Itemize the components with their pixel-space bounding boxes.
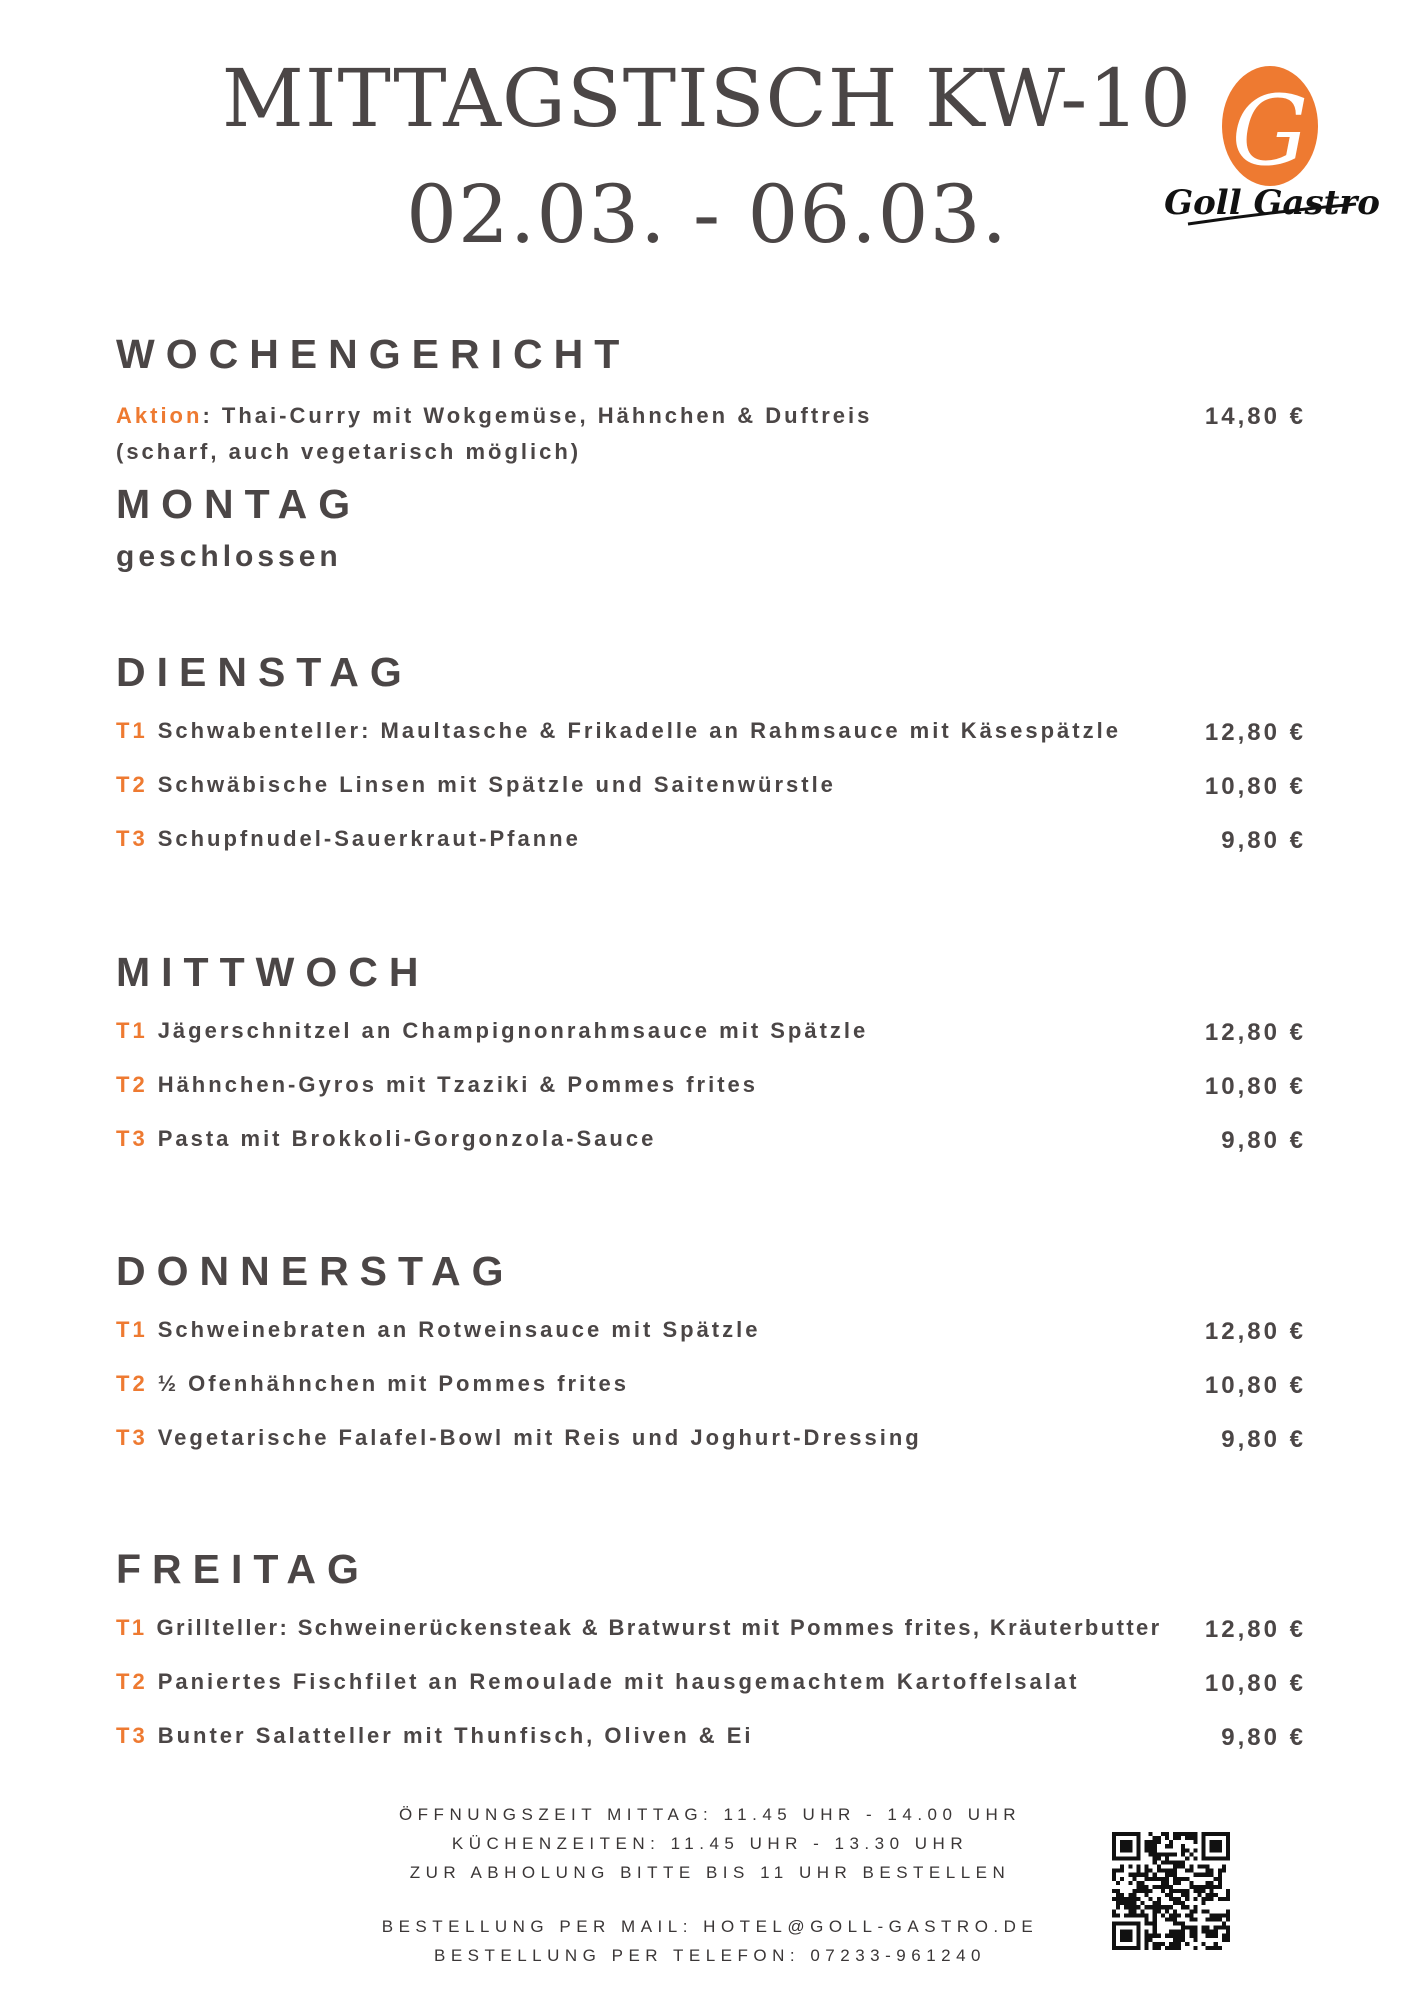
pickup-note: ZUR ABHOLUNG BITTE BIS 11 UHR BESTELLEN — [409, 1863, 1011, 1882]
day-section-donnerstag — [116, 1247, 1306, 1475]
item-name: Hähnchen-Gyros mit Tzaziki & Pommes frites — [157, 1072, 759, 1097]
menu-item-row — [116, 1068, 1306, 1122]
opening-hours-block — [320, 1800, 1100, 1887]
item-price: 9,80 € — [1221, 1426, 1306, 1453]
goll-gastro-logo — [1164, 64, 1380, 254]
day-heading: MITTWOCH — [116, 949, 430, 995]
day-heading: FREITAG — [116, 1546, 370, 1592]
logo-letter: G — [1231, 75, 1309, 187]
item-code: T3 — [116, 1126, 148, 1151]
item-name: Schwabenteller: Maultasche & Frikadelle an Rahmsauce mit Käsespätzle — [157, 718, 1121, 743]
monday-heading: MONTAG — [116, 481, 362, 527]
item-price: 10,80 € — [1204, 773, 1306, 800]
day-section-mittwoch — [116, 948, 1306, 1176]
menu-item-row — [116, 1421, 1306, 1475]
weekly-heading: WOCHENGERICHT — [116, 331, 631, 377]
page-title: MITTAGSTISCH KW-10 — [221, 52, 1193, 145]
order-mail: BESTELLUNG PER MAIL: HOTEL@GOLL-GASTRO.DE — [381, 1917, 1039, 1936]
menu-item-row — [116, 1367, 1306, 1421]
item-name: Paniertes Fischfilet an Remoulade mit hausgemachtem Kartoffelsalat — [157, 1669, 1080, 1694]
weekly-item — [116, 398, 976, 470]
menu-item-row — [116, 768, 1306, 822]
item-name: Schwäbische Linsen mit Spätzle und Saitenwürstle — [157, 772, 836, 797]
date-range: 02.03. - 06.03. — [406, 168, 1008, 261]
item-price: 9,80 € — [1221, 1724, 1306, 1751]
qr-code-icon[interactable] — [1112, 1832, 1230, 1950]
weekly-price: 14,80 € — [1204, 403, 1306, 430]
item-code: T2 — [116, 1669, 148, 1694]
opening-hours: ÖFFNUNGSZEIT MITTAG: 11.45 UHR - 14.00 UHR — [398, 1805, 1022, 1824]
item-code: T2 — [116, 1371, 148, 1396]
menu-item-row — [116, 1665, 1306, 1719]
monday-section — [116, 480, 1306, 574]
item-code: T3 — [116, 1425, 148, 1450]
kitchen-hours: KÜCHENZEITEN: 11.45 UHR - 13.30 UHR — [451, 1834, 969, 1853]
day-heading: DONNERSTAG — [116, 1248, 515, 1294]
item-name: Bunter Salatteller mit Thunfisch, Oliven & Ei — [157, 1723, 754, 1748]
weekly-text: : Thai-Curry mit Wokgemüse, Hähnchen & Duftreis (scharf, auch vegetarisch möglich) — [116, 403, 873, 464]
item-price: 9,80 € — [1221, 1127, 1306, 1154]
item-code: T2 — [116, 772, 148, 797]
item-code: T3 — [116, 826, 148, 851]
item-name: Vegetarische Falafel-Bowl mit Reis und Joghurt-Dressing — [157, 1425, 922, 1450]
item-name: Grillteller: Schweinerückensteak & Bratwurst mit Pommes frites, Kräuterbutter — [156, 1615, 1162, 1640]
menu-item-row — [116, 1014, 1306, 1068]
item-name: ½ Ofenhähnchen mit Pommes frites — [157, 1371, 629, 1396]
order-phone: BESTELLUNG PER TELEFON: 07233-961240 — [433, 1946, 987, 1965]
logo-wordmark: Goll Gastro — [1164, 183, 1380, 223]
item-price: 10,80 € — [1204, 1372, 1306, 1399]
menu-item-row — [116, 1122, 1306, 1176]
item-code: T1 — [116, 1615, 147, 1640]
day-section-freitag — [116, 1545, 1306, 1773]
menu-item-row — [116, 1719, 1306, 1773]
item-code: T2 — [116, 1072, 148, 1097]
weekly-label: Aktion — [116, 403, 203, 428]
item-name: Schweinebraten an Rotweinsauce mit Spätzle — [157, 1317, 761, 1342]
item-code: T1 — [116, 1317, 148, 1342]
menu-item-row — [116, 714, 1306, 768]
item-name: Pasta mit Brokkoli-Gorgonzola-Sauce — [157, 1126, 657, 1151]
item-price: 10,80 € — [1204, 1073, 1306, 1100]
menu-item-row — [116, 1611, 1306, 1665]
item-name: Schupfnudel-Sauerkraut-Pfanne — [157, 826, 581, 851]
item-price: 12,80 € — [1204, 1616, 1306, 1643]
item-code: T1 — [116, 1018, 148, 1043]
menu-item-row — [116, 1313, 1306, 1367]
item-name: Jägerschnitzel an Champignonrahmsauce mit Spätzle — [157, 1018, 869, 1043]
item-price: 9,80 € — [1221, 827, 1306, 854]
weekly-section — [116, 330, 1306, 478]
item-price: 12,80 € — [1204, 1019, 1306, 1046]
item-price: 12,80 € — [1204, 719, 1306, 746]
weekly-row — [116, 398, 1306, 478]
order-contact-block — [320, 1912, 1100, 1970]
item-code: T3 — [116, 1723, 148, 1748]
menu-item-row — [116, 822, 1306, 876]
item-price: 12,80 € — [1204, 1318, 1306, 1345]
item-code: T1 — [116, 718, 148, 743]
monday-closed-note: geschlossen — [116, 540, 342, 573]
item-price: 10,80 € — [1204, 1670, 1306, 1697]
day-heading: DIENSTAG — [116, 649, 413, 695]
day-section-dienstag — [116, 648, 1306, 876]
